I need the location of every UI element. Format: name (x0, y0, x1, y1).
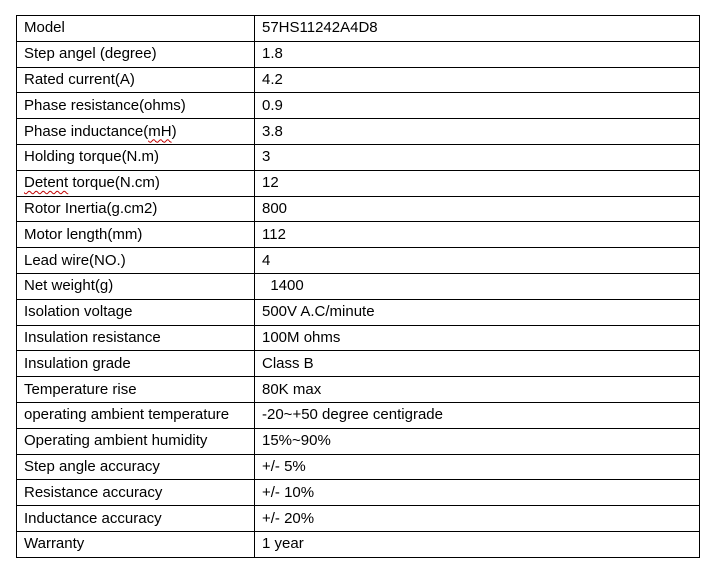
spec-label: Holding torque(N.m) (17, 144, 255, 170)
spec-value: +/- 20% (255, 506, 700, 532)
table-row (17, 531, 700, 557)
table-row (17, 144, 700, 170)
spec-value: 80K max (255, 377, 700, 403)
spec-label: Operating ambient humidity (17, 428, 255, 454)
table-row (17, 299, 700, 325)
table-row (17, 377, 700, 403)
table-row (17, 67, 700, 93)
spec-value: -20~+50 degree centigrade (255, 402, 700, 428)
spec-value: 100M ohms (255, 325, 700, 351)
spec-value: +/- 10% (255, 480, 700, 506)
spec-label: Net weight(g) (17, 273, 255, 299)
table-row (17, 170, 700, 196)
table-row (17, 506, 700, 532)
table-row (17, 402, 700, 428)
spell-check-mark: mH (148, 122, 172, 140)
spec-table (16, 15, 700, 558)
spec-label-text: Phase inductance( (24, 122, 149, 140)
spec-value: 1400 (255, 273, 700, 299)
spec-value: 4.2 (255, 67, 700, 93)
table-row (17, 454, 700, 480)
spec-value: 4 (255, 248, 700, 274)
spec-label (17, 119, 255, 145)
table-row (17, 41, 700, 67)
spec-value: 3.8 (255, 119, 700, 145)
spec-label: Phase resistance(ohms) (17, 93, 255, 119)
spec-value: 12 (255, 170, 700, 196)
spec-value: 0.9 (255, 93, 700, 119)
table-row (17, 248, 700, 274)
spell-check-mark: Detent (24, 174, 69, 192)
spec-label: Inductance accuracy (17, 506, 255, 532)
spec-label: Resistance accuracy (17, 480, 255, 506)
table-row (17, 428, 700, 454)
spec-label: Rotor Inertia(g.cm2) (17, 196, 255, 222)
table-row (17, 93, 700, 119)
spec-value: Class B (255, 351, 700, 377)
spec-label: Model (17, 16, 255, 42)
spec-value: 1.8 (255, 41, 700, 67)
spec-label: Step angel (degree) (17, 41, 255, 67)
table-row (17, 480, 700, 506)
table-row (17, 222, 700, 248)
spec-value: 1 year (255, 531, 700, 557)
spec-label: Insulation grade (17, 351, 255, 377)
table-row (17, 196, 700, 222)
spec-value: 800 (255, 196, 700, 222)
spec-label: Step angle accuracy (17, 454, 255, 480)
spec-value: 57HS11242A4D8 (255, 16, 700, 42)
spec-label (17, 170, 255, 196)
spec-label-text: torque(N.cm) (68, 174, 160, 192)
spec-label: Insulation resistance (17, 325, 255, 351)
table-row (17, 351, 700, 377)
spec-label: Isolation voltage (17, 299, 255, 325)
spec-value: 3 (255, 144, 700, 170)
spec-value: 500V A.C/minute (255, 299, 700, 325)
table-row (17, 119, 700, 145)
spec-label: Temperature rise (17, 377, 255, 403)
spec-label: Rated current(A) (17, 67, 255, 93)
spec-label-text: ) (171, 122, 177, 140)
table-row (17, 325, 700, 351)
spec-value: 15%~90% (255, 428, 700, 454)
spec-label: Lead wire(NO.) (17, 248, 255, 274)
table-row (17, 273, 700, 299)
spec-value: +/- 5% (255, 454, 700, 480)
spec-label: operating ambient temperature (17, 402, 255, 428)
spec-label: Motor length(mm) (17, 222, 255, 248)
spec-label: Warranty (17, 531, 255, 557)
table-row (17, 16, 700, 42)
spec-value: 112 (255, 222, 700, 248)
